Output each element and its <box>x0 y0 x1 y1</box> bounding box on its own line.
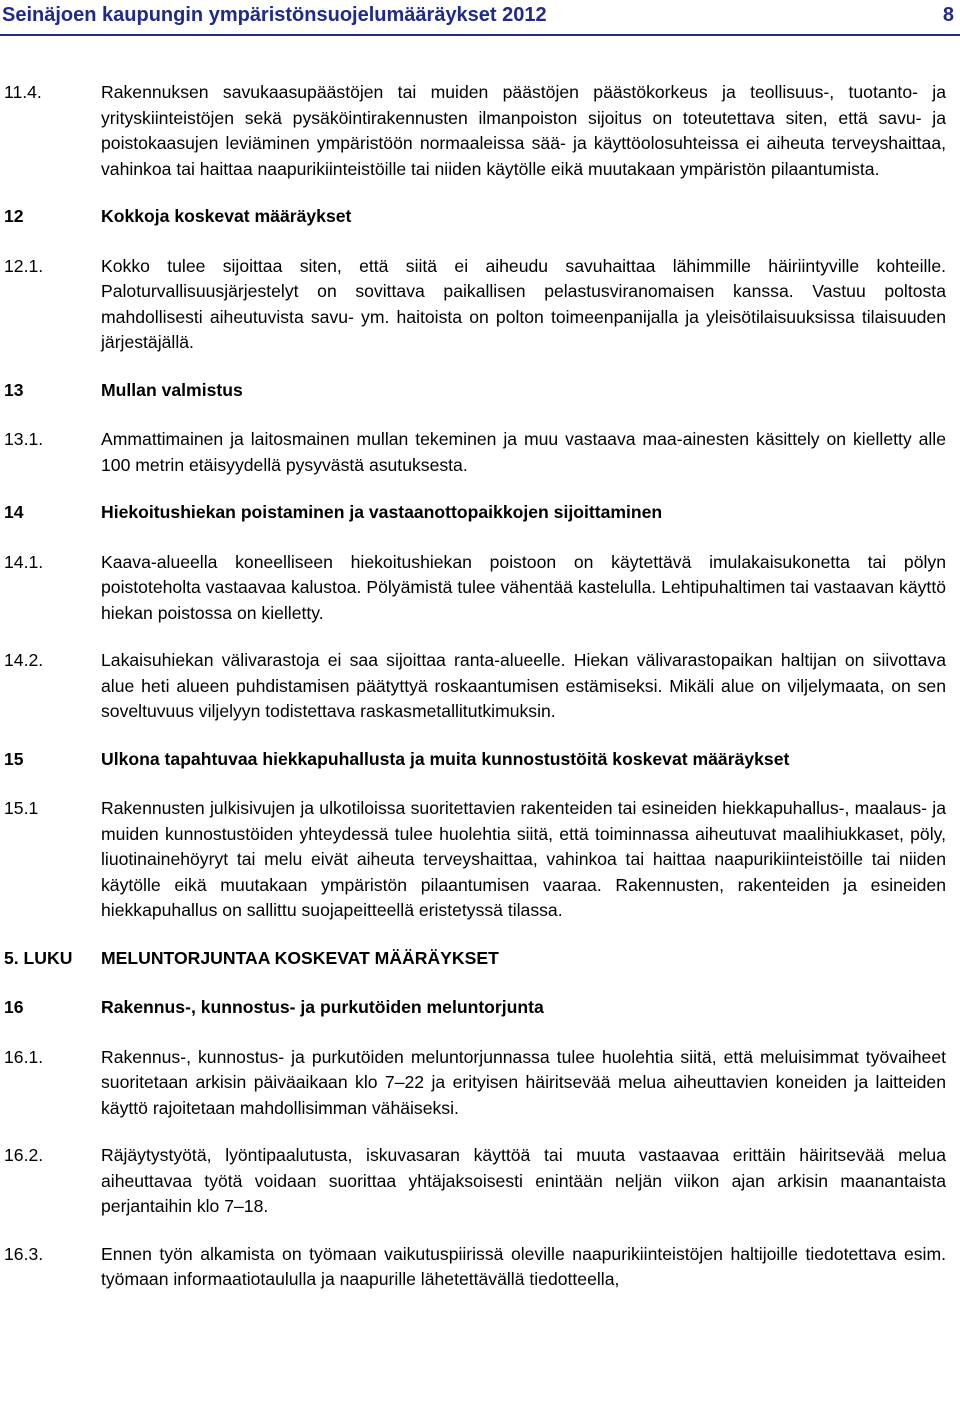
page-number: 8 <box>942 4 954 26</box>
regulation-15-1 <box>0 796 960 924</box>
regulation-number: 16.1. <box>4 1046 44 1067</box>
regulation-text: Ennen työn alkamista on työmaan vaikutuspiirissä oleville naapurikiinteistöjen haltijoille tiedotettava esim. työmaan informaatiotaululla ja naapurille lähetettävällä tiedotteella, <box>101 1243 946 1289</box>
regulation-text: Kokko tulee sijoittaa siten, että siitä ei aiheudu savuhaittaa lähimmille häiriintyville kohteille. Paloturvallisuusjärjestelyt on sovittava paikallisen pelastusviranomaisen kanssa. Vastuu poltosta mahdollisesti aiheutuvista savu- ym. haitoista on polton toimeenpanijalla ja yleisötilaisuuksissa tilaisuuden järjestäjällä. <box>101 255 946 352</box>
section-number: 12 <box>4 206 24 226</box>
regulation-number: 11.4. <box>4 82 42 102</box>
regulation-text: Kaava-alueella koneelliseen hiekoitushiekan poistoon on käytettävä imulakaisukonetta tai pölyn poistoteholta vastaavaa kalustoa. Pölyämistä tulee vähentää kastelulla. Lehtipuhaltimen tai vastaavan käyttö hiekan poistossa on kielletty. <box>101 551 946 623</box>
regulation-text: Rakennus-, kunnostus- ja purkutöiden meluntorjunnassa tulee huolehtia siitä, että meluisimmat työvaiheet suoritetaan arkisin päiväaikaan klo 7–22 ja erityisen häiritsevää melua aiheuttavien koneiden ja laitteiden käyttö rajoitetaan mahdollisimman vähäiseksi. <box>101 1046 946 1118</box>
section-heading-14 <box>0 500 960 526</box>
regulation-14-2 <box>0 648 960 725</box>
regulation-16-1 <box>0 1045 960 1122</box>
section-number: 15 <box>4 748 24 769</box>
regulation-number: 14.1. <box>4 551 44 572</box>
regulation-number: 16.2. <box>4 1145 44 1165</box>
regulation-number: 14.2. <box>4 650 44 670</box>
section-title: Rakennus-, kunnostus- ja purkutöiden meluntorjunta <box>101 997 544 1017</box>
chapter-title: MELUNTORJUNTAA KOSKEVAT MÄÄRÄYKSET <box>101 947 499 968</box>
chapter-number: 5. LUKU <box>4 947 73 968</box>
regulation-text: Lakaisuhiekan välivarastoja ei saa sijoittaa ranta-alueelle. Hiekan välivarastopaikan haltijan on siivottava alue heti alueen puhdistamisen päätyttyä roskaantumisen estämiseksi. Mikäli alue on viljelymaata, on sen soveltuvuus viljelyyn todistettava raskasmetallitutkimuksin. <box>101 650 946 721</box>
regulation-12-1 <box>0 254 960 356</box>
regulation-text: Räjäytystyötä, lyöntipaalutusta, iskuvasaran käyttöä tai muuta vastaavaa erittäin häiritsevää melua aiheuttavaa työtä voidaan suorittaa yhtäjaksoisesti enintään neljän viikon ajan arkisin maanantaista perjantaihin klo 7–18. <box>101 1145 946 1216</box>
regulation-11-4 <box>0 80 960 182</box>
regulation-number: 16.3. <box>4 1243 44 1264</box>
regulation-16-3 <box>0 1242 960 1293</box>
section-number: 13 <box>4 379 24 400</box>
section-number: 14 <box>4 502 24 522</box>
regulation-text: Rakennuksen savukaasupäästöjen tai muiden päästöjen päästökorkeus ja teollisuus-, tuotanto- ja yrityskiinteistöjen sekä pysäköintirakennusten ilmanpoiston sijoitus on toteutettava siten, että savu- ja poistokaasujen leviäminen ympäristöön normaaleissa sää- ja käyttöolosuhteissa ei aiheuta terveyshaittaa, vahinkoa tai haittaa naapurikiinteistöille tai niiden käytölle eikä muutakaan ympäristön pilaantumista. <box>101 82 946 179</box>
regulation-text: Ammattimainen ja laitosmainen mullan tekeminen ja muu vastaava maa-ainesten käsittely on kielletty alle 100 metrin etäisyydellä pysyvästä asutuksesta. <box>101 429 946 475</box>
regulation-number: 15.1 <box>4 798 39 818</box>
section-number: 16 <box>4 997 24 1017</box>
regulation-14-1 <box>0 550 960 627</box>
section-title: Kokkoja koskevat määräykset <box>101 206 352 226</box>
section-title: Ulkona tapahtuvaa hiekkapuhallusta ja muita kunnostustöitä koskevat määräykset <box>101 748 790 769</box>
section-heading-12 <box>0 204 960 230</box>
regulation-number: 13.1. <box>4 429 44 449</box>
section-title: Hiekoitushiekan poistaminen ja vastaanottopaikkojen sijoittaminen <box>101 502 663 522</box>
regulation-16-2 <box>0 1143 960 1220</box>
regulation-text: Rakennusten julkisivujen ja ulkotiloissa suoritettavien rakenteiden tai esineiden hiekkapuhallus-, maalaus- ja muiden kunnostustöiden yhteydessä tulee huolehtia siitä, että toiminnassa aiheutuvat maalihiukkaset, pöly, liuotinainehöyryt tai melu eivät aiheuta terveyshaittaa, vahinkoa tai haittaa naapurikiinteistöille tai niiden käytölle eikä muutakaan ympäristön pilaantumisen vaaraa. Rakennusten, rakenteiden ja esineiden hiekkapuhallus on sallittu suojapeitteellä eristetyssä tilassa. <box>101 798 946 920</box>
chapter-heading-5 <box>0 946 960 972</box>
section-title: Mullan valmistus <box>101 379 243 400</box>
section-heading-16 <box>0 995 960 1021</box>
section-heading-13 <box>0 378 960 404</box>
section-heading-15 <box>0 747 960 773</box>
regulation-13-1 <box>0 427 960 478</box>
document-title: Seinäjoen kaupungin ympäristönsuojelumääräykset 2012 <box>2 4 547 26</box>
document-body <box>0 80 960 1293</box>
regulation-number: 12.1. <box>4 255 44 276</box>
page-header <box>0 4 960 32</box>
header-rule <box>0 34 960 36</box>
